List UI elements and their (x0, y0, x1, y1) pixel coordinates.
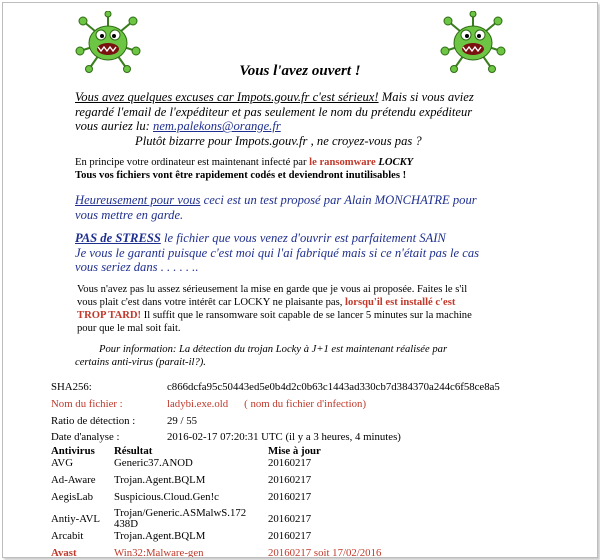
file-value: ladybi.exe.old (167, 398, 229, 410)
date-label: Date d'analyse : (51, 431, 120, 443)
table-row (51, 457, 381, 474)
table-row (51, 547, 381, 558)
av-update: 20160217 (268, 530, 312, 542)
test-lead: Heureusement pour vous (75, 193, 201, 207)
sha-label: SHA256: (51, 381, 92, 393)
locky-label: LOCKY (378, 157, 414, 168)
sha-value: c866dcfa95c50443ed5e0b4d2c0b63c1443ad330cb7d384370a244c6f58ce8a5 (167, 381, 500, 393)
av-update: 20160217 (268, 513, 312, 525)
header-update: Mise à jour (268, 445, 321, 457)
sender-email-link[interactable]: nem.palekons@orange.fr (153, 119, 281, 134)
excuse-lead: Vous avez quelques excuses car Impots.gouv.fr c'est sérieux! (75, 90, 379, 104)
warning-red-1: lorsqu'il est installé c'est (345, 297, 456, 308)
av-update: 20160217 (268, 457, 312, 469)
ratio-row (51, 415, 500, 432)
date-row (51, 431, 401, 443)
av-name: Avast (51, 547, 77, 558)
ratio-value: 29 / 55 (167, 415, 197, 427)
document-page (2, 2, 598, 558)
excuse-line-2: regardé l'email de l'expéditeur et pas seulement le nom du prétendu expéditeur (75, 104, 473, 119)
test-paragraph (75, 193, 535, 222)
av-result: Generic37.ANOD (114, 457, 193, 469)
warning-red-2: TROP TARD! (77, 310, 142, 321)
file-label: Nom du fichier : (51, 398, 123, 410)
date-table (51, 431, 401, 443)
warning-paragraph (77, 283, 535, 335)
info-paragraph (75, 343, 535, 369)
safe-line-3: vous seriez dans . . . . . .. (75, 260, 199, 275)
av-name: Ad-Aware (51, 474, 96, 486)
analysis-table (51, 381, 500, 432)
header-antivirus: Antivirus (51, 445, 95, 457)
sha-row (51, 381, 500, 398)
av-result: Trojan.Agent.BQLM (114, 530, 206, 542)
av-update: 20160217 (268, 474, 312, 486)
warning-line-1: Vous n'avez pas lu assez sérieusement la mise en garde que je vous ai proposée. Faites le s'il (77, 284, 468, 295)
info-line-2: certains anti-virus (parait-il?). (75, 357, 206, 368)
av-update: 20160217 (268, 491, 312, 503)
av-result: Trojan/Generic.ASMalwS.172 (114, 507, 247, 519)
av-result: Suspicious.Cloud.Gen!c (114, 491, 219, 503)
infection-paragraph (75, 156, 535, 182)
info-line-1: Pour information: La détection du trojan Locky à J+1 est maintenant réalisée par (99, 344, 448, 355)
infection-line-2: Tous vos fichiers vont être rapidement codés et deviendront inutilisables ! (75, 170, 407, 181)
excuse-line-3: vous auriez lu: (75, 119, 154, 134)
av-name: Arcabit (51, 530, 84, 542)
ransomware-label: le ransomware (309, 157, 379, 168)
infection-text: En principe votre ordinateur est maintenant infecté par (75, 157, 310, 168)
warning-line-3: Il suffit que le ransomware soit capable de se lancer 5 minutes sur la machine (141, 310, 472, 321)
stress-label: PAS de STRESS (75, 231, 161, 245)
table-row (51, 474, 381, 491)
test-rest: ceci est un test proposé par Alain MONCHATRE pour (200, 193, 477, 207)
test-line-2: vous mettre en garde. (75, 207, 184, 222)
av-update: 20160217 soit 17/02/2016 (268, 547, 382, 558)
ratio-label: Ratio de détection : (51, 415, 136, 427)
excuse-line-4: Plutôt bizarre pour Impots.gouv.fr , ne croyez-vous pas ? (135, 133, 422, 148)
antivirus-table (51, 445, 381, 558)
av-result-cont: 438D (114, 518, 138, 530)
table-row (51, 491, 381, 508)
table-row (51, 508, 381, 530)
av-name: AegisLab (51, 491, 93, 503)
table-header-row (51, 445, 381, 457)
av-name: AVG (51, 457, 73, 469)
file-note: ( nom du fichier d'infection) (244, 398, 367, 410)
safe-paragraph (75, 231, 535, 275)
safe-line-2: Je vous le garanti puisque c'est moi qui l'ai fabriqué mais si ce n'était pas le cas (75, 245, 480, 260)
header-result: Résultat (114, 445, 153, 457)
safe-rest: le fichier que vous venez d'ouvrir est parfaitement SAIN (160, 231, 446, 245)
av-name: Antiy-AVL (51, 513, 100, 525)
excuse-paragraph (75, 90, 545, 148)
table-row (51, 530, 381, 547)
date-value: 2016-02-17 07:20:31 UTC (il y a 3 heures, 4 minutes) (167, 431, 401, 443)
warning-line-4: pour que le mal soit fait. (77, 323, 181, 334)
page-title: Vous l'avez ouvert ! (239, 63, 361, 79)
av-result: Trojan.Agent.BQLM (114, 474, 206, 486)
av-result: Win32:Malware-gen (114, 547, 204, 558)
excuse-rest: Mais si vous aviez (378, 90, 474, 104)
file-row (51, 398, 500, 415)
warning-line-2: vous plait c'est dans votre intérêt car LOCKY ne plaisante pas, (77, 297, 346, 308)
